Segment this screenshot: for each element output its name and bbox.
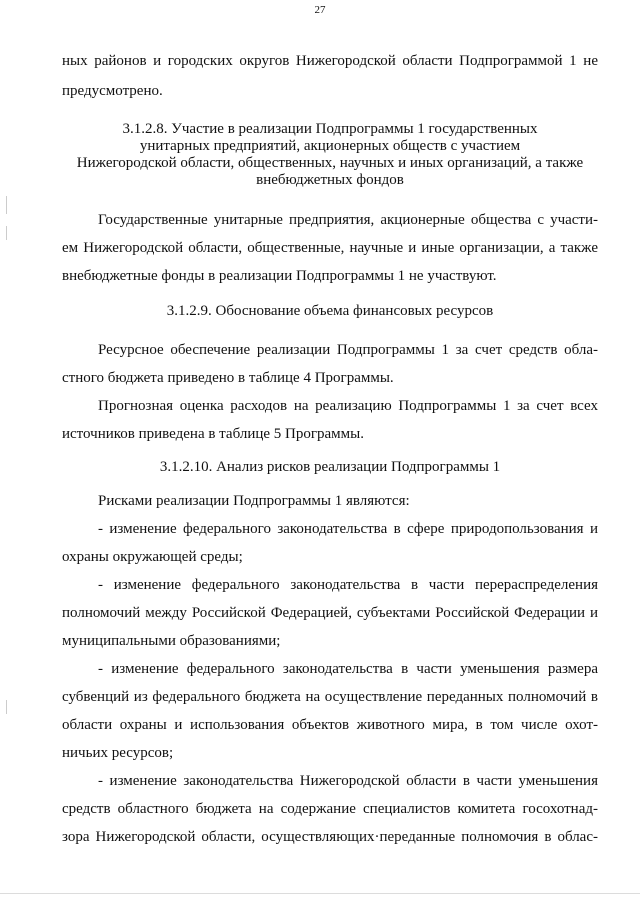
heading-line: Нижегородской области, общественных, научных и иных организаций, а также — [76, 155, 584, 171]
risk-line: охраны окружающей среды; — [62, 549, 243, 565]
section-body-3-1-2-9 — [62, 336, 598, 448]
risk-line: - изменение федерального законодательства в части перераспределения — [98, 577, 598, 593]
heading-line: унитарных предприятий, акционерных обществ с участием — [139, 138, 521, 154]
paragraph-line: Ресурсное обеспечение реализации Подпрограммы 1 за счет средств обла- — [98, 342, 598, 358]
paragraph-line: Прогнозная оценка расходов на реализацию Подпрограммы 1 за счет всех — [98, 398, 598, 414]
scan-margin-mark — [6, 700, 7, 714]
section-body-3-1-2-10 — [62, 487, 598, 851]
scan-margin-mark — [6, 226, 7, 240]
risk-line: области охраны и использования объектов животного мира, в том числе охот- — [62, 717, 598, 733]
risk-line: - изменение федерального законодательства в сфере природопользования и — [98, 521, 598, 537]
paragraph-line: источников приведена в таблице 5 Программы. — [62, 426, 364, 442]
paragraph-line: внебюджетные фонды в реализации Подпрограммы 1 не участвуют. — [62, 268, 497, 284]
paragraph-line: Рисками реализации Подпрограммы 1 являются: — [98, 493, 410, 509]
risk-line: средств областного бюджета на содержание специалистов комитета госохотнад- — [62, 801, 598, 817]
section-body-3-1-2-8 — [62, 206, 598, 290]
risk-line: муниципальными образованиями; — [62, 633, 281, 649]
paragraph-line: ных районов и городских округов Нижегородской области Подпрограммой 1 не — [62, 53, 598, 69]
section-heading-3-1-2-8 — [62, 121, 598, 189]
paragraph-line: Государственные унитарные предприятия, акционерные общества с участи- — [98, 212, 598, 228]
scan-edge-line — [0, 893, 640, 894]
paragraph-line: ем Нижегородской области, общественные, научные и иные организации, а также — [62, 240, 598, 256]
risk-line: зора Нижегородской области, осуществляющих·переданные полномочия в облас- — [62, 829, 598, 845]
risk-line: - изменение федерального законодательства в части уменьшения размера — [98, 661, 598, 677]
heading-line: внебюджетных фондов — [256, 172, 404, 188]
page-number: 27 — [314, 4, 326, 16]
scan-margin-mark — [6, 196, 7, 214]
paragraph-line: предусмотрено. — [62, 83, 163, 99]
heading-line: 3.1.2.10. Анализ рисков реализации Подпрограммы 1 — [159, 459, 501, 475]
paragraph-line: стного бюджета приведено в таблице 4 Программы. — [62, 370, 394, 386]
section-heading-3-1-2-9 — [62, 300, 598, 322]
heading-line: 3.1.2.8. Участие в реализации Подпрограммы 1 государственных — [122, 121, 538, 137]
risk-line: полномочий между Российской Федерацией, субъектами Российской Федерации и — [62, 605, 598, 621]
section-heading-3-1-2-10 — [62, 456, 598, 478]
risk-line: ничьих ресурсов; — [62, 745, 174, 761]
risk-line: субвенций из федерального бюджета на осуществление переданных полномочий в — [62, 689, 598, 705]
risk-line: - изменение законодательства Нижегородской области в части уменьшения — [98, 773, 598, 789]
continuation-paragraph — [62, 50, 598, 102]
heading-line: 3.1.2.9. Обоснование объема финансовых ресурсов — [166, 303, 494, 319]
